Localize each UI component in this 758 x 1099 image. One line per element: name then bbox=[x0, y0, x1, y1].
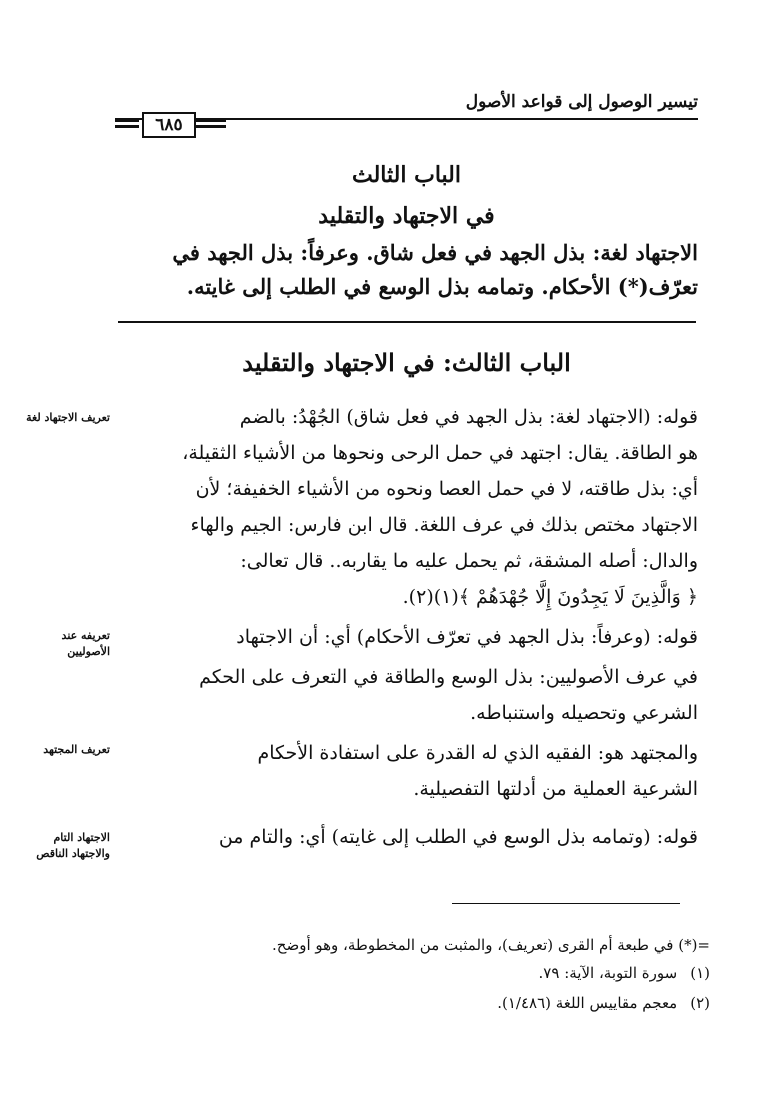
matn-line: الاجتهاد لغة: بذل الجهد في فعل شاق. وعرفاً: بذل الجهد في bbox=[172, 240, 698, 265]
section-heading: الباب الثالث: في الاجتهاد والتقليد bbox=[242, 348, 571, 377]
matn-text bbox=[115, 236, 698, 304]
page-number-ornament-left bbox=[115, 119, 139, 131]
footnote-text: معجم مقاييس اللغة (١/٤٨٦). bbox=[497, 994, 678, 1012]
footnote-marker: (٢) bbox=[690, 994, 710, 1012]
footnote-rule bbox=[452, 903, 680, 904]
footnote-text: سورة التوبة، الآية: ٧٩. bbox=[538, 964, 678, 982]
chapter-subtitle: في الاجتهاد والتقليد bbox=[318, 203, 495, 229]
footnote-marker: (١) bbox=[690, 964, 710, 982]
margin-note: تعريف المجتهد bbox=[43, 743, 110, 756]
commentary-line: قوله: (وعرفاً: بذل الجهد في تعرّف الأحكام) أي: أن الاجتهاد bbox=[236, 626, 698, 648]
footnote-text: في طبعة أم القرى (تعريف)، والمثبت من المخطوطة، وهو أوضح. bbox=[272, 936, 674, 954]
margin-note: تعريف الاجتهاد لغة bbox=[26, 411, 110, 424]
commentary-line: هو الطاقة. يقال: اجتهد في حمل الرحى ونحوها من الأشياء الثقيلة، bbox=[182, 442, 698, 464]
page-number-ornament-right bbox=[196, 119, 226, 131]
matn-line: تعرّف(*) الأحكام. وتمامه بذل الوسع في الطلب إلى غايته. bbox=[186, 274, 698, 299]
commentary-line: قوله: (وتمامه بذل الوسع في الطلب إلى غايته) أي: والتام من bbox=[218, 826, 698, 848]
commentary-line: والمجتهد هو: الفقيه الذي له القدرة على استفادة الأحكام bbox=[257, 742, 698, 764]
footnote bbox=[110, 962, 710, 984]
page-number: ٦٨٥ bbox=[142, 112, 196, 138]
running-title: تيسير الوصول إلى قواعد الأصول bbox=[465, 92, 698, 112]
matn-separator bbox=[118, 321, 696, 323]
footnote bbox=[110, 934, 710, 956]
commentary-line: والدال: أصله المشقة، ثم يحمل عليه ما يقاربه.. قال تعالى: bbox=[240, 550, 698, 572]
margin-note: تعريفه عند الأصوليين bbox=[61, 629, 110, 658]
footnote bbox=[110, 992, 710, 1014]
footnote-marker: =(*) bbox=[678, 936, 710, 954]
commentary-line: الشرعي وتحصيله واستنباطه. bbox=[470, 702, 698, 724]
quran-quote-line: ﴿ وَالَّذِينَ لَا يَجِدُونَ إِلَّا جُهْدَهُمْ ﴾(١)(٢). bbox=[402, 586, 698, 608]
margin-note: الاجتهاد التام والاجتهاد الناقص bbox=[36, 831, 110, 860]
commentary-line: أي: بذل طاقته، لا في حمل العصا ونحوه من الأشياء الخفيفة؛ لأن bbox=[195, 478, 698, 500]
commentary-line: الاجتهاد مختص بذلك في عرف اللغة. قال ابن فارس: الجيم والهاء bbox=[190, 514, 698, 536]
chapter-title: الباب الثالث bbox=[352, 162, 461, 188]
commentary-line: قوله: (الاجتهاد لغة: بذل الجهد في فعل شاق) الجُهْدُ: بالضم bbox=[239, 406, 698, 428]
commentary-line: الشرعية العملية من أدلتها التفصيلية. bbox=[413, 778, 698, 800]
commentary-line: في عرف الأصوليين: بذل الوسع والطاقة في التعرف على الحكم bbox=[199, 666, 698, 688]
